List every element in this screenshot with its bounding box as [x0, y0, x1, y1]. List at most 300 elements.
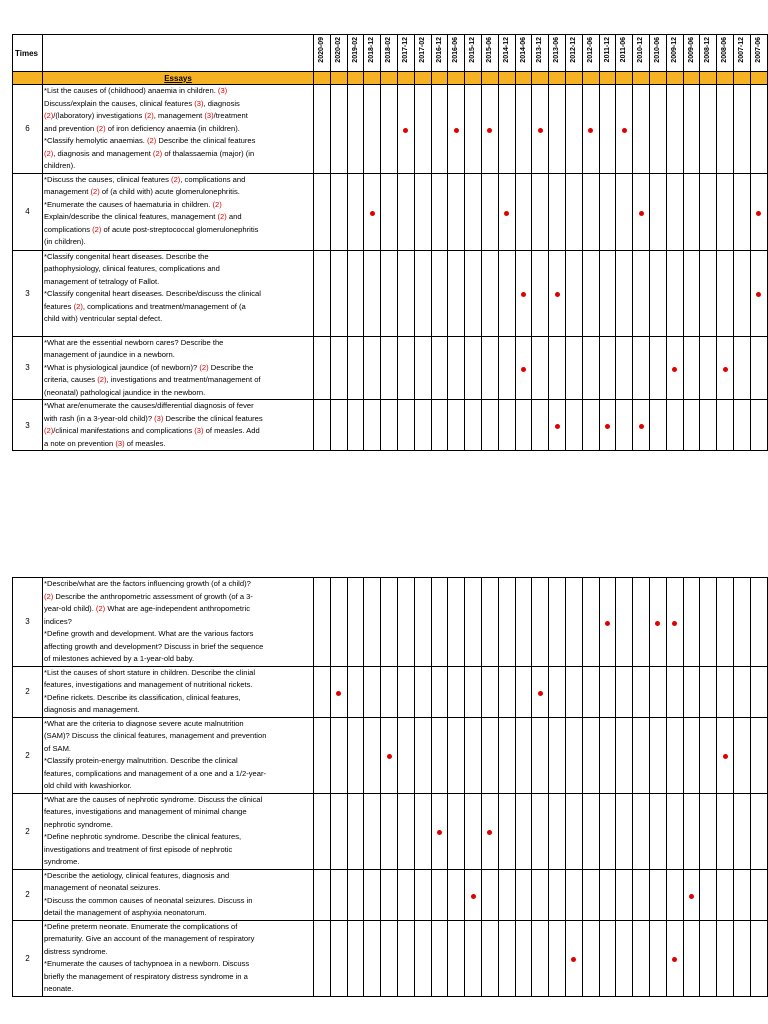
date-cell	[750, 400, 767, 451]
essays-section-row	[13, 72, 768, 85]
question-text	[43, 666, 314, 717]
date-cell	[582, 173, 599, 250]
question-line: *Describe the aetiology, clinical features, diagnosis and	[44, 870, 230, 880]
date-cell	[565, 173, 582, 250]
date-cell	[633, 336, 650, 400]
date-cell	[649, 400, 666, 451]
date-cell	[633, 400, 650, 451]
date-cell	[549, 793, 566, 869]
date-cell	[666, 666, 683, 717]
date-cell	[549, 920, 566, 996]
question-text	[43, 336, 314, 400]
asked-marker-dot	[521, 292, 526, 297]
date-cell	[431, 173, 448, 250]
date-cell	[364, 400, 381, 451]
date-cell	[700, 666, 717, 717]
date-column-header	[750, 35, 767, 72]
date-cell	[549, 578, 566, 667]
asked-marker-dot	[538, 128, 543, 133]
date-cell	[649, 336, 666, 400]
date-cell	[582, 336, 599, 400]
question-text	[43, 869, 314, 920]
date-label: 2013-12	[536, 37, 544, 63]
date-cell	[565, 869, 582, 920]
date-cell	[431, 85, 448, 174]
date-column-header	[683, 35, 700, 72]
question-line: *What are the essential newborn cares? Describe the	[44, 337, 224, 347]
date-cell	[314, 578, 331, 667]
question-line: Explain/describe the clinical features, management (2) and	[44, 212, 242, 221]
date-cell	[347, 793, 364, 869]
asked-marker-dot	[538, 691, 543, 696]
date-column-header	[565, 35, 582, 72]
date-cell	[330, 666, 347, 717]
asked-marker-dot	[336, 691, 341, 696]
date-column-header	[364, 35, 381, 72]
question-text	[43, 793, 314, 869]
date-cell	[314, 666, 331, 717]
date-cell	[515, 85, 532, 174]
date-cell	[347, 717, 364, 793]
asked-marker-dot	[723, 367, 728, 372]
date-cell	[616, 717, 633, 793]
date-cell	[498, 336, 515, 400]
date-cell	[717, 173, 734, 250]
question-line: *Define rickets. Describe its classification, clinical features,	[44, 692, 241, 702]
asked-marker-dot	[723, 754, 728, 759]
date-label: 2014-12	[502, 37, 510, 63]
times-count: 2	[13, 666, 43, 717]
question-line: *Enumerate the causes of tachypnoea in a newborn. Discuss	[44, 959, 250, 968]
date-cell	[616, 793, 633, 869]
date-cell	[733, 336, 750, 400]
date-label: 2016-12	[435, 37, 443, 63]
date-cell	[381, 869, 398, 920]
question-line: children).	[44, 161, 76, 170]
date-cell	[465, 85, 482, 174]
date-cell	[750, 869, 767, 920]
date-cell	[683, 173, 700, 250]
date-cell	[565, 85, 582, 174]
date-cell	[700, 85, 717, 174]
asked-marker-dot	[555, 292, 560, 297]
date-cell	[633, 578, 650, 667]
date-cell	[750, 717, 767, 793]
date-cell	[649, 85, 666, 174]
date-cell	[733, 400, 750, 451]
date-cell	[549, 250, 566, 336]
date-label: 2011-12	[603, 37, 611, 63]
date-cell	[431, 250, 448, 336]
date-cell	[700, 400, 717, 451]
date-cell	[397, 793, 414, 869]
date-cell	[364, 85, 381, 174]
date-cell	[599, 250, 616, 336]
date-cell	[448, 920, 465, 996]
date-cell	[481, 920, 498, 996]
date-cell	[431, 869, 448, 920]
date-label: 2014-06	[519, 37, 527, 63]
date-cell	[733, 173, 750, 250]
date-column-header	[532, 35, 549, 72]
date-cell	[347, 173, 364, 250]
date-cell	[330, 793, 347, 869]
date-cell	[532, 85, 549, 174]
date-cell	[364, 869, 381, 920]
question-line: of milestones achieved by a 1-year-old baby.	[44, 654, 195, 663]
question-line: diagnosis and management.	[44, 705, 140, 714]
date-cell	[750, 578, 767, 667]
date-cell	[498, 717, 515, 793]
asked-marker-dot	[454, 128, 459, 133]
question-line: *What is physiological jaundice (of newborn)? (2) Describe the	[44, 362, 254, 372]
date-cell	[666, 400, 683, 451]
question-text	[43, 250, 314, 336]
date-cell	[733, 578, 750, 667]
date-cell	[733, 793, 750, 869]
date-cell	[666, 336, 683, 400]
times-count: 3	[13, 336, 43, 400]
date-cell	[683, 666, 700, 717]
description-header	[43, 35, 314, 72]
date-cell	[414, 793, 431, 869]
asked-marker-dot	[370, 211, 375, 216]
date-cell	[431, 666, 448, 717]
date-cell	[599, 920, 616, 996]
date-cell	[431, 578, 448, 667]
date-label: 2017-12	[401, 37, 409, 63]
date-cell	[683, 250, 700, 336]
times-count: 2	[13, 920, 43, 996]
asked-marker-dot	[471, 894, 476, 899]
asked-marker-dot	[672, 621, 677, 626]
date-cell	[633, 173, 650, 250]
date-cell	[683, 793, 700, 869]
date-cell	[683, 578, 700, 667]
date-cell	[448, 173, 465, 250]
date-cell	[381, 666, 398, 717]
date-cell	[666, 793, 683, 869]
date-cell	[649, 717, 666, 793]
date-cell	[599, 173, 616, 250]
question-text	[43, 578, 314, 667]
date-cell	[414, 717, 431, 793]
asked-marker-dot	[672, 957, 677, 962]
question-line: briefly the management of respiratory distress syndrome in a	[44, 971, 248, 981]
date-cell	[515, 250, 532, 336]
date-cell	[683, 869, 700, 920]
date-cell	[532, 173, 549, 250]
date-cell	[414, 578, 431, 667]
date-cell	[314, 793, 331, 869]
question-line: *Discuss the common causes of neonatal seizures. Discuss in	[44, 895, 253, 905]
date-label: 2013-06	[553, 37, 561, 63]
asked-marker-dot	[555, 424, 560, 429]
date-cell	[397, 173, 414, 250]
date-cell	[666, 85, 683, 174]
date-column-header	[733, 35, 750, 72]
date-cell	[649, 173, 666, 250]
date-cell	[733, 717, 750, 793]
date-cell	[582, 578, 599, 667]
times-count: 2	[13, 717, 43, 793]
asked-marker-dot	[756, 211, 761, 216]
times-count: 4	[13, 173, 43, 250]
question-line: year-old child). (2) What are age-independent anthropometric	[44, 604, 250, 613]
question-line: features, investigations and management of nutritional rickets.	[44, 680, 253, 689]
date-cell	[330, 920, 347, 996]
date-cell	[515, 717, 532, 793]
date-cell	[347, 666, 364, 717]
question-line: *Classify congenital heart diseases. Describe the	[44, 251, 209, 261]
date-cell	[582, 400, 599, 451]
date-cell	[582, 85, 599, 174]
date-cell	[314, 173, 331, 250]
date-label: 2016-06	[452, 37, 460, 63]
date-cell	[733, 85, 750, 174]
date-cell	[599, 869, 616, 920]
question-line: of SAM.	[44, 743, 72, 753]
date-label: 2009-12	[670, 37, 678, 63]
date-cell	[347, 869, 364, 920]
date-cell	[465, 920, 482, 996]
date-cell	[465, 250, 482, 336]
asked-marker-dot	[588, 128, 593, 133]
date-cell	[397, 869, 414, 920]
date-cell	[414, 869, 431, 920]
asked-marker-dot	[571, 957, 576, 962]
date-label: 2020-02	[334, 37, 342, 63]
date-cell	[599, 578, 616, 667]
date-label: 2018-02	[385, 37, 393, 63]
date-cell	[649, 793, 666, 869]
question-line: *Discuss the causes, clinical features (2), complications and	[44, 174, 246, 184]
date-cell	[666, 717, 683, 793]
date-label: 2020-09	[318, 37, 325, 63]
date-label: 2008-06	[721, 37, 729, 63]
date-cell	[717, 920, 734, 996]
date-cell	[599, 793, 616, 869]
question-line: neonate.	[44, 984, 74, 993]
date-cell	[700, 336, 717, 400]
date-cell	[364, 793, 381, 869]
date-cell	[448, 578, 465, 667]
date-cell	[364, 336, 381, 400]
date-cell	[683, 85, 700, 174]
asked-marker-dot	[605, 424, 610, 429]
date-cell	[397, 578, 414, 667]
asked-marker-dot	[504, 211, 509, 216]
date-cell	[347, 400, 364, 451]
date-cell	[330, 336, 347, 400]
date-label: 2007-12	[737, 37, 745, 63]
date-cell	[465, 173, 482, 250]
asked-marker-dot	[672, 367, 677, 372]
question-text	[43, 85, 314, 174]
date-cell	[515, 578, 532, 667]
date-cell	[565, 666, 582, 717]
date-cell	[717, 793, 734, 869]
date-cell	[616, 578, 633, 667]
date-cell	[633, 666, 650, 717]
date-cell	[700, 173, 717, 250]
question-line: *Define preterm neonate. Enumerate the complications of	[44, 921, 238, 931]
date-cell	[616, 336, 633, 400]
date-cell	[750, 250, 767, 336]
date-cell	[599, 717, 616, 793]
date-cell	[381, 400, 398, 451]
date-column-header	[347, 35, 364, 72]
question-text	[43, 717, 314, 793]
question-line: (in children).	[44, 237, 86, 246]
date-cell	[414, 400, 431, 451]
date-cell	[565, 400, 582, 451]
date-cell	[314, 85, 331, 174]
date-column-header	[582, 35, 599, 72]
date-cell	[498, 400, 515, 451]
date-cell	[683, 336, 700, 400]
date-cell	[532, 793, 549, 869]
times-count: 3	[13, 250, 43, 336]
date-cell	[381, 336, 398, 400]
date-cell	[717, 578, 734, 667]
date-cell	[465, 869, 482, 920]
question-line: pathophysiology, clinical features, complications and	[44, 264, 220, 273]
question-row	[13, 666, 768, 717]
essay-table-bottom	[12, 577, 768, 997]
question-line: management of tetralogy of Fallot.	[44, 276, 160, 286]
date-cell	[381, 793, 398, 869]
date-cell	[733, 250, 750, 336]
date-column-header	[498, 35, 515, 72]
question-line: management of neonatal seizures.	[44, 883, 161, 892]
date-cell	[532, 400, 549, 451]
date-cell	[633, 250, 650, 336]
date-column-header	[397, 35, 414, 72]
question-line: *What are the causes of nephrotic syndrome. Discuss the clinical	[44, 794, 263, 804]
date-cell	[330, 400, 347, 451]
date-cell	[750, 666, 767, 717]
date-cell	[633, 920, 650, 996]
question-row	[13, 400, 768, 451]
date-cell	[347, 920, 364, 996]
asked-marker-dot	[605, 621, 610, 626]
date-cell	[750, 173, 767, 250]
date-cell	[616, 920, 633, 996]
date-cell	[515, 173, 532, 250]
question-line: *Classify protein-energy malnutrition. Describe the clinical	[44, 756, 238, 765]
date-label: 2009-06	[687, 37, 695, 63]
date-column-header	[549, 35, 566, 72]
date-column-header	[649, 35, 666, 72]
date-cell	[616, 250, 633, 336]
question-line: indices?	[44, 616, 72, 626]
date-cell	[700, 920, 717, 996]
date-cell	[364, 717, 381, 793]
question-line: *List the causes of (childhood) anaemia in children. (3)	[44, 86, 228, 95]
times-header: Times	[13, 35, 43, 72]
date-cell	[649, 666, 666, 717]
date-cell	[330, 578, 347, 667]
date-cell	[582, 250, 599, 336]
date-cell	[498, 869, 515, 920]
date-label: 2011-06	[620, 37, 628, 63]
date-cell	[431, 336, 448, 400]
question-text	[43, 400, 314, 451]
question-row	[13, 920, 768, 996]
date-cell	[465, 400, 482, 451]
date-cell	[381, 717, 398, 793]
date-label: 2018-12	[368, 37, 376, 63]
question-row	[13, 578, 768, 667]
date-cell	[515, 400, 532, 451]
date-cell	[330, 173, 347, 250]
date-label: 2012-06	[586, 37, 594, 63]
date-cell	[397, 250, 414, 336]
date-cell	[515, 920, 532, 996]
date-cell	[666, 173, 683, 250]
date-column-header	[431, 35, 448, 72]
date-cell	[431, 793, 448, 869]
date-cell	[532, 920, 549, 996]
essay-table-top	[12, 34, 768, 451]
date-cell	[717, 400, 734, 451]
date-cell	[666, 869, 683, 920]
date-cell	[565, 920, 582, 996]
date-cell	[683, 920, 700, 996]
date-cell	[717, 717, 734, 793]
date-cell	[717, 666, 734, 717]
date-cell	[347, 336, 364, 400]
date-cell	[364, 250, 381, 336]
question-line: (neonatal) pathological jaundice in the newborn.	[44, 387, 206, 397]
asked-marker-dot	[622, 128, 627, 133]
date-column-header	[414, 35, 431, 72]
question-line: management of jaundice in a newborn.	[44, 350, 175, 359]
date-cell	[314, 336, 331, 400]
question-row	[13, 869, 768, 920]
date-cell	[717, 85, 734, 174]
date-cell	[649, 578, 666, 667]
times-count: 3	[13, 578, 43, 667]
question-line: features (2), complications and treatment/management of (a	[44, 301, 246, 311]
date-cell	[498, 173, 515, 250]
date-cell	[616, 666, 633, 717]
date-cell	[431, 920, 448, 996]
date-cell	[599, 400, 616, 451]
date-cell	[381, 85, 398, 174]
date-cell	[532, 869, 549, 920]
date-cell	[364, 173, 381, 250]
date-cell	[397, 400, 414, 451]
date-cell	[633, 85, 650, 174]
date-cell	[565, 250, 582, 336]
question-line: investigations and treatment of first episode of nephrotic	[44, 844, 233, 854]
date-cell	[330, 869, 347, 920]
date-cell	[549, 869, 566, 920]
date-cell	[582, 920, 599, 996]
date-cell	[633, 869, 650, 920]
question-line: and prevention (2) of iron deficiency anaemia (in children).	[44, 123, 240, 133]
date-column-header	[448, 35, 465, 72]
asked-marker-dot	[756, 292, 761, 297]
question-row	[13, 336, 768, 400]
date-cell	[515, 793, 532, 869]
date-column-header	[381, 35, 398, 72]
date-cell	[549, 85, 566, 174]
date-cell	[733, 666, 750, 717]
question-line: features, complications and management of a one and a 1/2-year-	[44, 768, 267, 778]
